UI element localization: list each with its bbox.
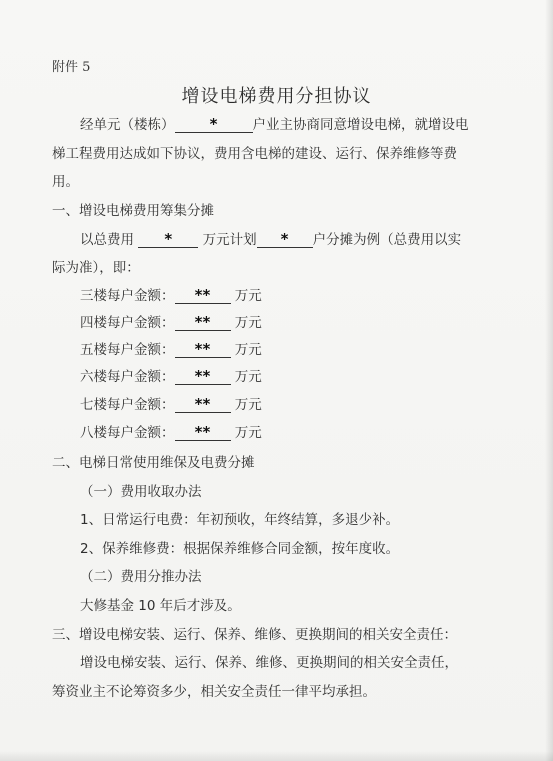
floor-row bbox=[80, 338, 262, 358]
intro-line-3: 用。 bbox=[52, 174, 79, 190]
floor-row bbox=[80, 284, 262, 304]
total-cost-label: 以总费用 bbox=[80, 232, 134, 248]
floor-unit: 万元 bbox=[234, 315, 262, 331]
total-cost-fill: * bbox=[138, 231, 198, 248]
floor-row bbox=[80, 421, 262, 441]
plan-suffix: 户分摊为例（总费用以实 bbox=[312, 232, 462, 248]
section-2-para: 大修基金 10 年后才涉及。 bbox=[80, 598, 241, 614]
floor-unit: 万元 bbox=[234, 369, 262, 385]
section-2-item-1: 1、日常运行电费：年初预收，年终结算，多退少补。 bbox=[80, 512, 400, 528]
page-edge-shadow bbox=[545, 0, 553, 761]
section-1-heading: 一、增设电梯费用筹集分摊 bbox=[52, 203, 214, 219]
section-1-para-line-1 bbox=[80, 228, 461, 248]
floor-unit: 万元 bbox=[234, 288, 262, 304]
intro-line-2: 梯工程费用达成如下协议，费用含电梯的建设、运行、保养维修等费 bbox=[52, 146, 457, 162]
page-bottom-shadow bbox=[0, 751, 553, 761]
section-1-para-line-2: 际为准），即： bbox=[52, 260, 140, 276]
household-count-fill: * bbox=[257, 231, 313, 248]
intro-prefix: 经单元（楼栋） bbox=[80, 117, 175, 133]
floor-unit: 万元 bbox=[234, 342, 262, 358]
section-2-sub-1: （一）费用收取办法 bbox=[80, 484, 202, 500]
floor-amount-fill: ** bbox=[175, 341, 231, 358]
floor-unit: 万元 bbox=[234, 425, 262, 441]
floor-label: 三楼每户金额： bbox=[80, 288, 175, 304]
floor-amount-fill: ** bbox=[175, 368, 231, 385]
section-3-para-line-1: 增设电梯安装、运行、保养、维修、更换期间的相关安全责任， bbox=[80, 655, 458, 671]
section-2-item-2: 2、保养维修费：根据保养维修合同金额，按年度收。 bbox=[80, 541, 400, 557]
floor-unit: 万元 bbox=[234, 397, 262, 413]
section-3-para-line-2: 筹资业主不论筹资多少，相关安全责任一律平均承担。 bbox=[52, 684, 376, 700]
intro-suffix: 户业主协商同意增设电梯，就增设电 bbox=[252, 117, 469, 133]
floor-amount-fill: ** bbox=[175, 314, 231, 331]
section-2-sub-2: （二）费用分推办法 bbox=[80, 569, 202, 585]
floor-amount-fill: ** bbox=[175, 287, 231, 304]
floor-row bbox=[80, 365, 262, 385]
floor-amount-fill: ** bbox=[175, 424, 231, 441]
floor-row bbox=[80, 393, 262, 413]
unit-households-fill: * bbox=[175, 116, 253, 133]
document-title: 增设电梯费用分担协议 bbox=[181, 86, 372, 107]
section-3-heading: 三、增设电梯安装、运行、保养、维修、更换期间的相关安全责任： bbox=[52, 627, 457, 643]
floor-row bbox=[80, 311, 262, 331]
floor-label: 七楼每户金额： bbox=[80, 397, 175, 413]
floor-label: 五楼每户金额： bbox=[80, 342, 175, 358]
floor-label: 六楼每户金额： bbox=[80, 369, 175, 385]
floor-amount-fill: ** bbox=[175, 396, 231, 413]
intro-line-1 bbox=[80, 113, 469, 133]
section-2-heading: 二、电梯日常使用维保及电费分摊 bbox=[52, 455, 255, 471]
plan-label: 万元计划 bbox=[202, 232, 257, 248]
annex-label: 附件 5 bbox=[52, 60, 91, 75]
floor-label: 八楼每户金额： bbox=[80, 425, 175, 441]
floor-label: 四楼每户金额： bbox=[80, 315, 175, 331]
